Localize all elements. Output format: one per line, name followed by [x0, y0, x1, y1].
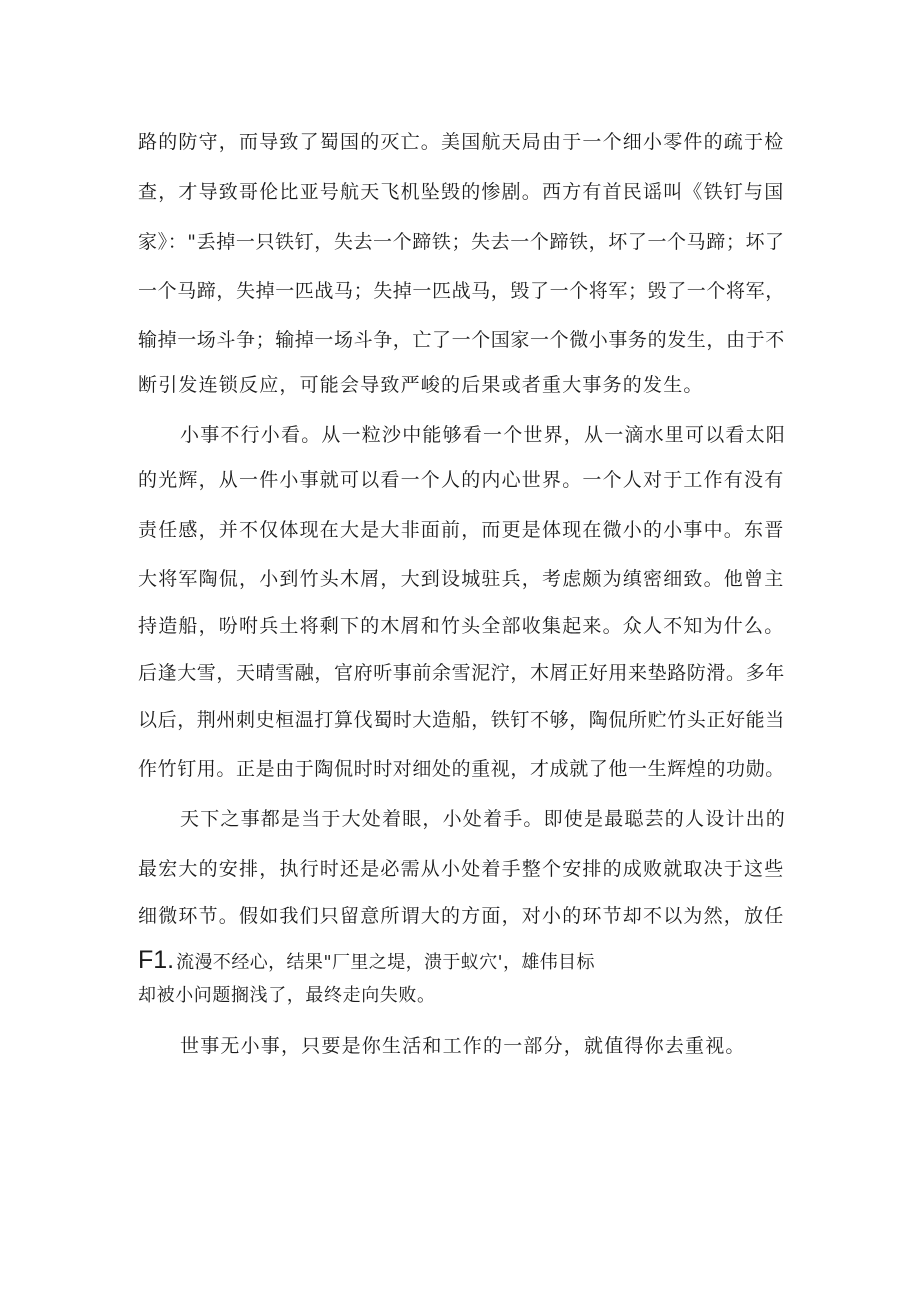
- text-line: 却被小问题搁浅了，最终走向失败。: [138, 985, 436, 1006]
- text-line: 大将军陶侃，小到竹头木屑，大到设城驻兵，考虑颇为缜密细致。他曾主: [138, 568, 785, 590]
- text-line: 后逢大雪，天晴雪融，官府听事前余雪泥泞，木屑正好用来垫路防滑。多年: [138, 662, 785, 684]
- text-line: 细微环节。假如我们只留意所谓大的方面，对小的环节却不以为然，放任: [138, 905, 785, 927]
- paragraph-first-line: 世事无小事，只要是你生活和工作的一部分，就值得你去重视。: [180, 1035, 746, 1057]
- f1-line: [138, 948, 595, 975]
- text-line: 责任感，并不仅体现在大是大非面前，而更是体现在微小的小事中。东晋: [138, 519, 785, 541]
- text-line: 最宏大的安排，执行时还是必需从小处着手整个安排的成败就取决于这些: [138, 858, 785, 880]
- f1-line-text: 流漫不经心，结果"厂里之堤，溃于蚁穴'，雄伟目标: [176, 952, 595, 973]
- text-line: 的光辉，从一件小事就可以看一个人的内心世界。一个人对于工作有没有: [138, 469, 785, 491]
- text-line: 路的防守，而导致了蜀国的灭亡。美国航天局由于一个细小零件的疏于检: [138, 131, 785, 153]
- text-line: 作竹钉用。正是由于陶侃时时对细处的重视，才成就了他一生辉煌的功勋。: [138, 758, 785, 780]
- text-line: 以后，荆州刺史桓温打算伐蜀时大造船，铁钉不够，陶侃所贮竹头正好能当: [138, 709, 785, 731]
- text-line: 查，才导致哥伦比亚号航天飞机坠毁的惨剧。西方有首民谣叫《铁钉与国: [138, 181, 785, 203]
- text-line: 一个马蹄，失掉一匹战马；失掉一匹战马，毁了一个将军；毁了一个将军，: [138, 280, 785, 302]
- text-line: 输掉一场斗争；输掉一场斗争，亡了一个国家一个微小事务的发生，由于不: [138, 329, 785, 351]
- text-line: 断引发连锁反应，可能会导致严峻的后果或者重大事务的发生。: [138, 374, 704, 396]
- text-line: 持造船，吩咐兵土将剩下的木屑和竹头全部收集起来。众人不知为什么。: [138, 615, 785, 637]
- f1-marker: F1.: [138, 946, 175, 974]
- text-line: 家》："丢掉一只铁钉，失去一个蹄铁；失去一个蹄铁，坏了一个马蹄；坏了: [138, 231, 785, 253]
- paragraph-first-line: 天下之事都是当于大处着眼，小处着手。即使是最聪芸的人设计出的: [180, 808, 787, 830]
- paragraph-first-line: 小事不行小看。从一粒沙中能够看一个世界，从一滴水里可以看太阳: [180, 424, 787, 446]
